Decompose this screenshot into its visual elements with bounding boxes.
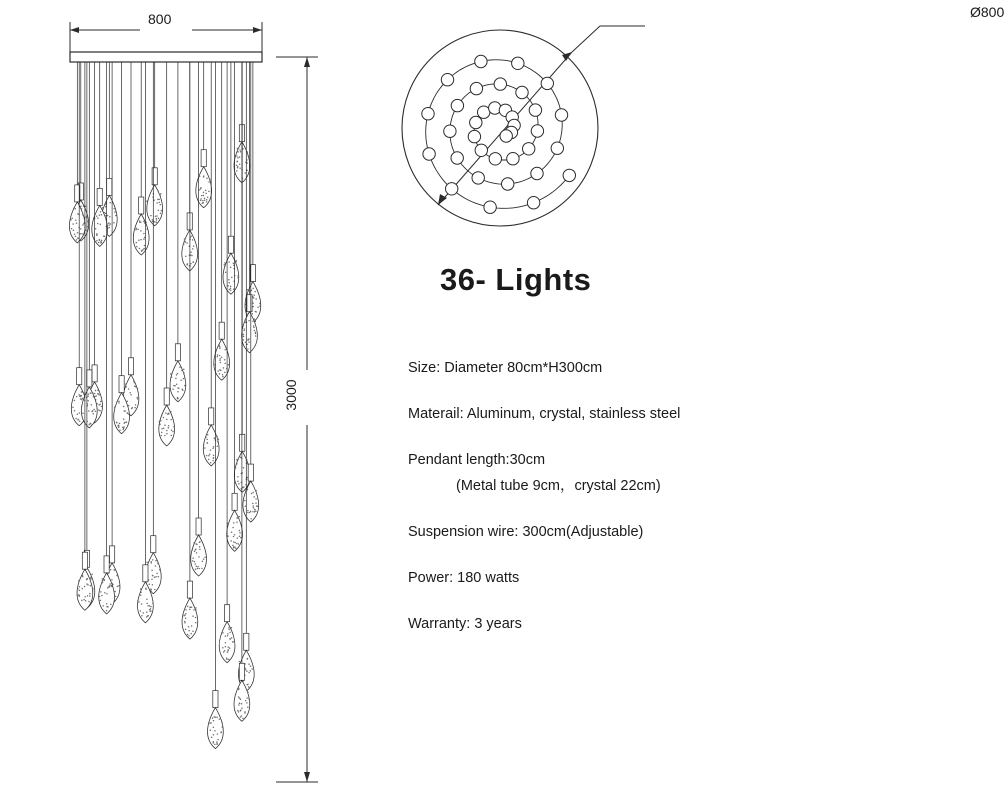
page-title: 36- Lights [440, 262, 592, 297]
spec-row: Materail: Aluminum, crystal, stainless steel [408, 406, 681, 423]
chandelier-spiral-top-view-icon [390, 0, 800, 250]
width-dimension-label: 800 [148, 11, 172, 27]
spec-row: Suspension wire: 300cm(Adjustable) [408, 524, 644, 541]
spec-row: Size: Diameter 80cm*H300cm [408, 360, 603, 376]
spec-row: Warranty: 3 years [408, 616, 522, 633]
specification-panel [390, 0, 1004, 800]
specs-list [408, 358, 800, 660]
spec-row: Power: 180 watts [408, 570, 520, 587]
front-elevation-panel [0, 0, 390, 800]
spec-row: (Metal tube 9cm，crystal 22cm) [456, 478, 661, 495]
chandelier-front-view-icon [0, 0, 390, 800]
diameter-dimension-label: Ø800 [970, 4, 1004, 20]
spec-row: Pendant length:30cm [408, 452, 546, 469]
height-dimension-label: 3000 [283, 379, 299, 411]
